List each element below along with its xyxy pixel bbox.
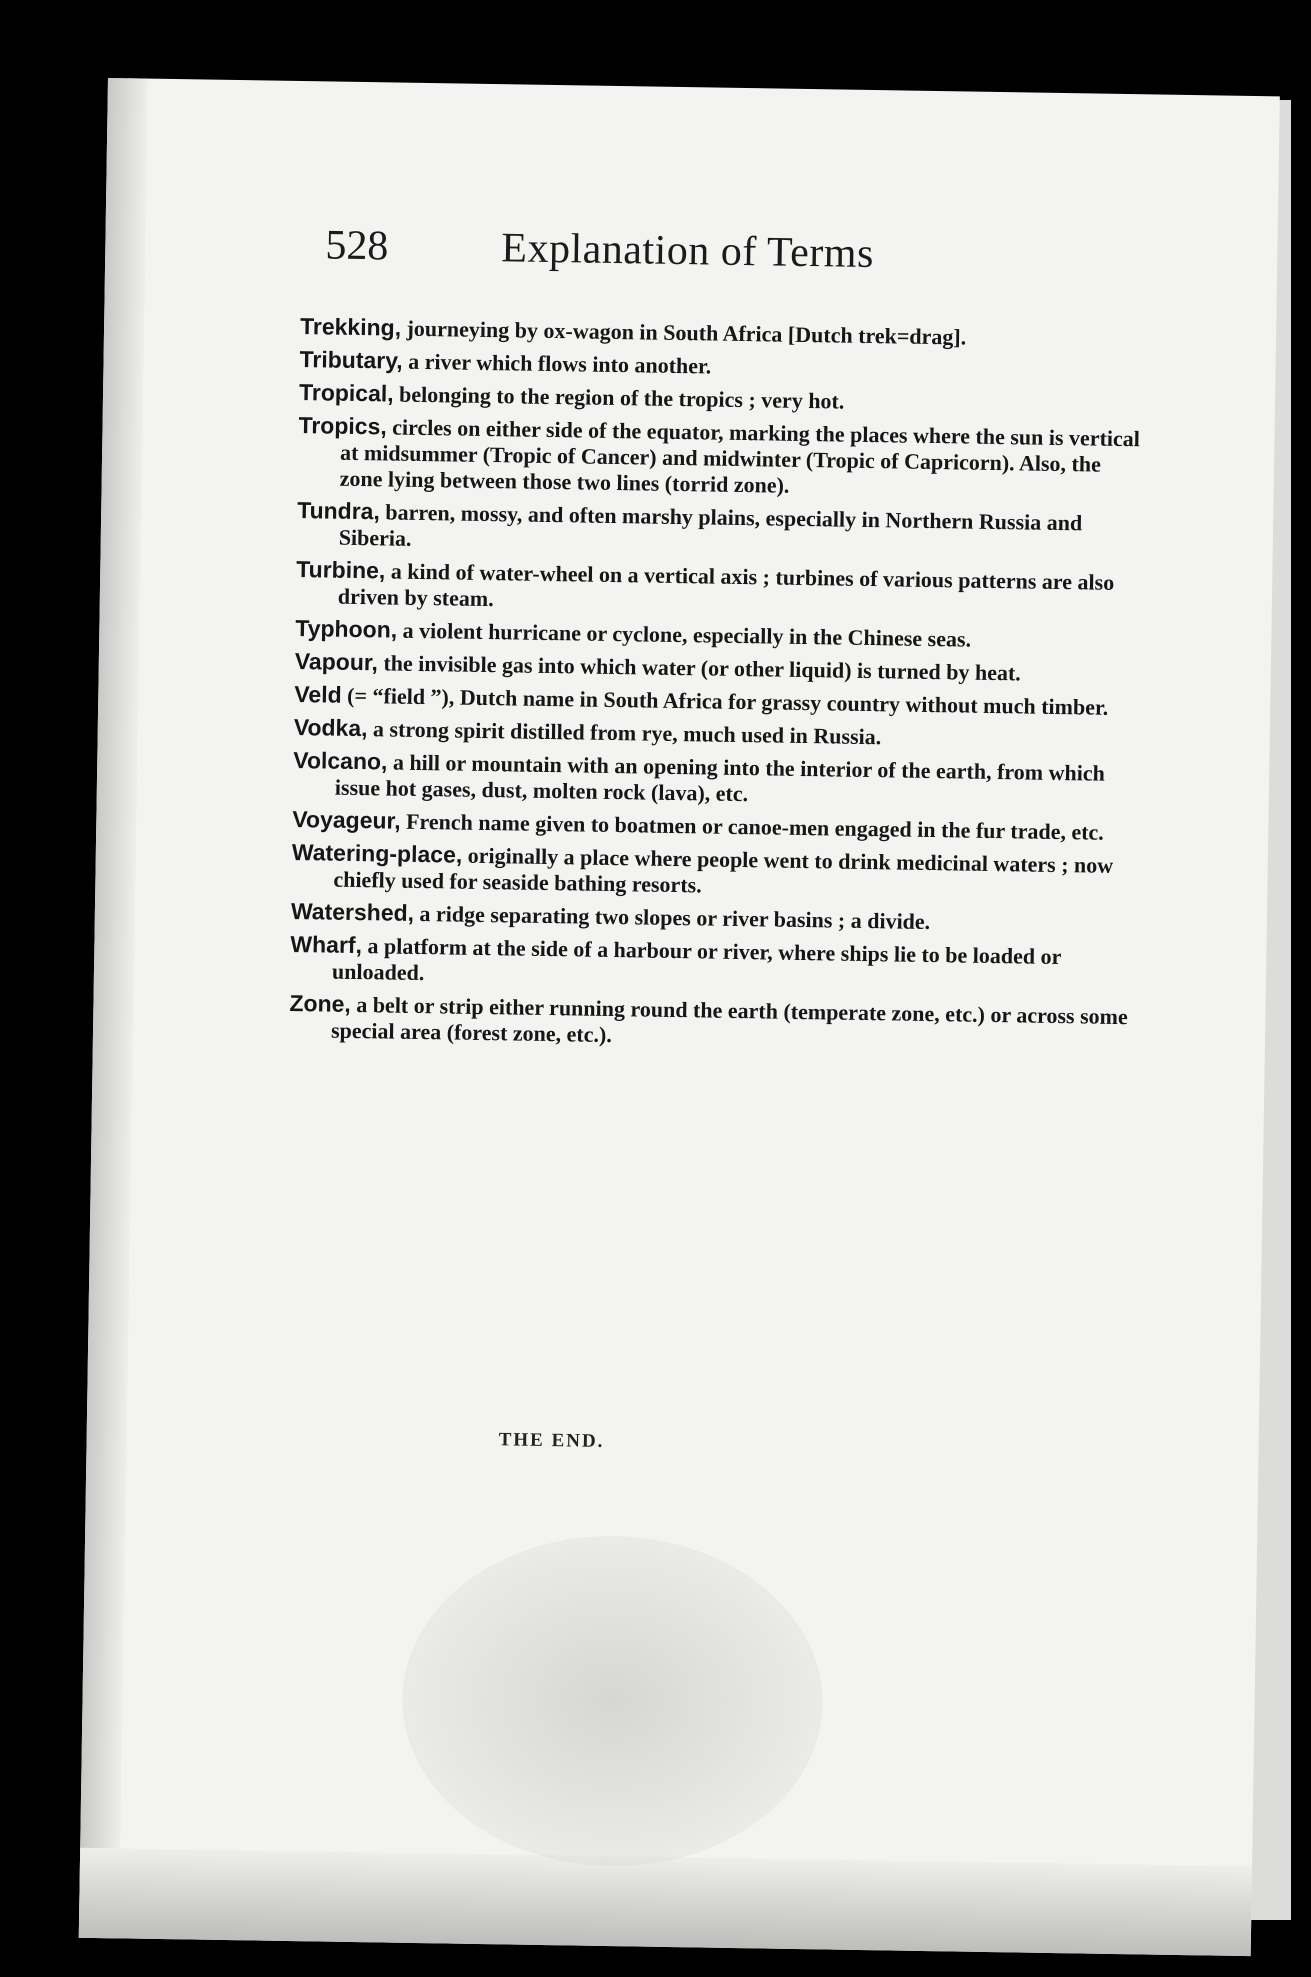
page-header xyxy=(325,221,1006,292)
glossary-entry xyxy=(297,497,1148,563)
entry-definition: journeying by ox-wagon in South Africa [Dutch trek=drag]. xyxy=(400,315,967,350)
glossary-entry xyxy=(298,412,1149,504)
entry-definition: French name given to boatmen or canoe-men engaged in the fur trade, etc. xyxy=(400,808,1105,845)
entry-term: Watering-place, xyxy=(291,838,463,868)
entry-term: Veld xyxy=(294,681,342,708)
entry-definition: barren, mossy, and often marshy plains, especially in Northern Russia and Siberia. xyxy=(338,499,1083,551)
glossary-entry xyxy=(296,556,1147,622)
entry-term: Tributary, xyxy=(299,346,403,374)
page-bottom-shadow xyxy=(79,1848,1252,1956)
entry-term: Turbine, xyxy=(296,556,386,584)
entry-definition: a ridge separating two slopes or river basins ; a divide. xyxy=(413,900,931,935)
entry-definition: a belt or strip either running round the earth (temperate zone, etc.) or across some special area (forest zone, etc.). xyxy=(330,991,1128,1048)
entry-definition: (= “field ”), Dutch name in South Africa for grassy country without much timber. xyxy=(341,682,1109,720)
entry-term: Volcano, xyxy=(293,746,388,775)
page-binding-shadow xyxy=(79,78,148,1938)
page-title: Explanation of Terms xyxy=(501,225,875,278)
entry-definition: a violent hurricane or cyclone, especially in the Chinese seas. xyxy=(396,617,972,652)
entry-definition: a hill or mountain with an opening into the interior of the earth, from which issue hot gases, dust, molten rock (lava), etc. xyxy=(334,749,1106,807)
glossary-entries xyxy=(289,313,1150,1062)
entry-definition: a river which flows into another. xyxy=(402,348,712,379)
entry-term: Tropics, xyxy=(298,412,387,440)
paper-stain xyxy=(400,1533,825,1870)
entry-definition: a kind of water-wheel on a vertical axis ; turbines of various patterns are also driven by steam. xyxy=(337,558,1115,612)
glossary-entry xyxy=(293,747,1144,813)
book-page xyxy=(79,78,1280,1956)
entry-term: Wharf, xyxy=(290,930,363,959)
entry-definition: the invisible gas into which water (or other liquid) is turned by heat. xyxy=(377,650,1022,686)
entry-definition: belonging to the region of the tropics ; very hot. xyxy=(393,381,845,414)
entry-term: Voyageur, xyxy=(292,805,401,834)
entry-term: Trekking, xyxy=(299,313,402,341)
page-number: 528 xyxy=(325,222,389,270)
glossary-entry xyxy=(289,990,1140,1056)
entry-definition: a platform at the side of a harbour or river, where ships lie to be loaded or unloaded. xyxy=(331,933,1062,986)
entry-term: Watershed, xyxy=(290,897,415,926)
entry-definition: a strong spirit distilled from rye, much used in Russia. xyxy=(367,716,882,750)
entry-term: Vapour, xyxy=(294,648,379,676)
entry-definition: originally a place where people went to drink medicinal waters ; now chiefly used for seaside bathing resorts. xyxy=(333,842,1114,898)
entry-term: Vodka, xyxy=(293,714,368,742)
glossary-entry xyxy=(290,931,1141,997)
entry-term: Tropical, xyxy=(298,379,394,407)
entry-term: Typhoon, xyxy=(295,615,398,643)
glossary-entry xyxy=(291,839,1142,905)
entry-definition: circles on either side of the equator, marking the places where the sun is vertical at midsummer (Tropic of Cancer) and midwinter (Tropic of Capricorn). Also, the zone lying between those two lines (torrid zone). xyxy=(339,414,1141,498)
entry-term: Tundra, xyxy=(297,497,381,525)
the-end-label: THE END. xyxy=(498,1429,605,1452)
entry-term: Zone, xyxy=(289,989,352,1017)
